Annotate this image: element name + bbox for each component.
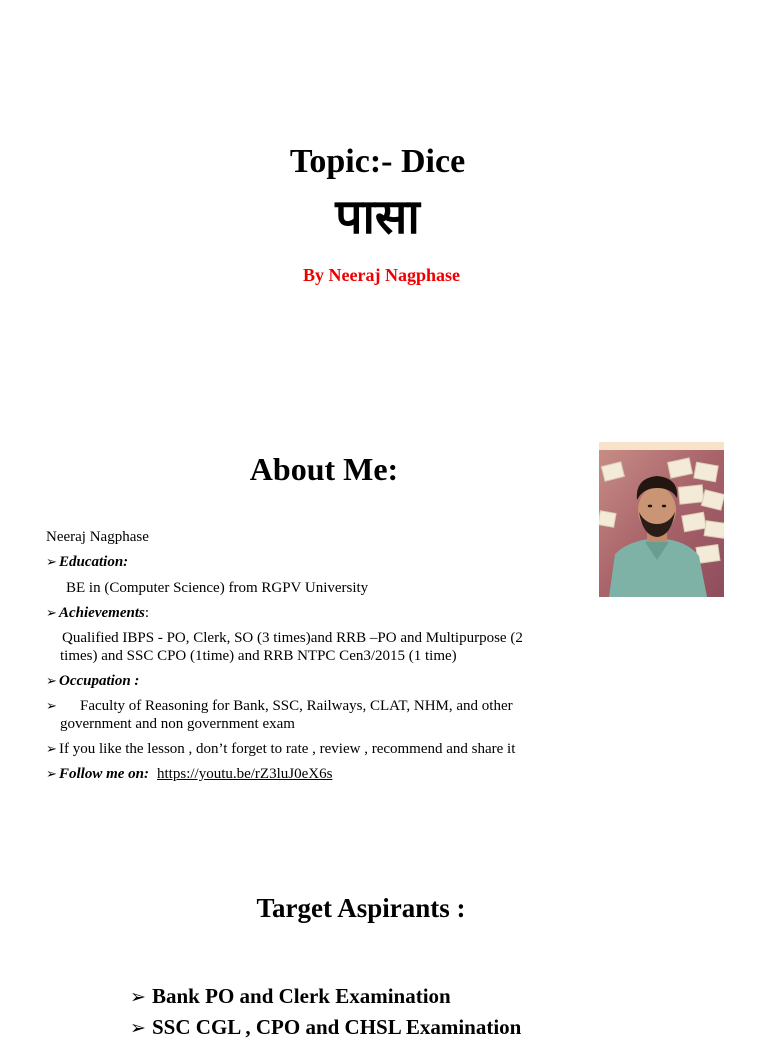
- author-byline: By Neeraj Nagphase: [303, 265, 460, 285]
- arrow-bullet-icon: ➢: [46, 742, 57, 757]
- arrow-bullet-icon: ➢: [130, 1017, 146, 1039]
- target-item-label: Bank PO and Clerk Examination: [152, 984, 451, 1008]
- author-photo: [599, 442, 724, 597]
- target-heading: Target Aspirants :: [256, 893, 466, 923]
- achievements-label: Achievements: [59, 605, 145, 621]
- arrow-bullet-icon: ➢: [130, 986, 146, 1008]
- achievements-line-1: Qualified IBPS - PO, Clerk, SO (3 times)and RRB –PO and Multipurpose (2: [62, 630, 523, 646]
- occupation-line-2: government and non government exam: [60, 716, 295, 732]
- author-name: Neeraj Nagphase: [46, 529, 149, 545]
- education-text: BE in (Computer Science) from RGPV University: [66, 580, 369, 596]
- arrow-bullet-icon: ➢: [46, 767, 57, 782]
- achievements-colon: :: [144, 605, 149, 621]
- target-item-label: SSC CGL , CPO and CHSL Examination: [152, 1015, 522, 1039]
- slide-hindi-title: पासा: [335, 189, 420, 245]
- youtube-link[interactable]: https://youtu.be/rZ3luJ0eX6s: [157, 766, 333, 782]
- arrow-bullet-icon: ➢: [46, 555, 57, 570]
- target-item: [130, 1013, 521, 1042]
- arrow-bullet-icon: ➢: [46, 674, 57, 689]
- education-row: [46, 553, 128, 572]
- achievements-line-2: times) and SSC CPO (1time) and RRB NTPC Cen3/2015 (1 time): [60, 648, 457, 664]
- arrow-bullet-icon: ➢: [46, 699, 57, 714]
- about-heading: About Me:: [249, 451, 399, 487]
- author-photo-illustration: [599, 442, 724, 597]
- education-label: Education:: [59, 554, 129, 570]
- request-text: If you like the lesson , don’t forget to rate , review , recommend and share it: [59, 741, 516, 757]
- slide-title: Topic:- Dice: [289, 143, 466, 180]
- occupation-row: [46, 672, 139, 691]
- achievements-row: [46, 604, 149, 623]
- occupation-label: Occupation :: [59, 673, 140, 689]
- follow-row: [46, 765, 332, 784]
- follow-label: Follow me on:: [59, 766, 150, 782]
- target-item: [130, 982, 451, 1011]
- arrow-bullet-icon: ➢: [46, 606, 57, 621]
- occupation-line-1-row: [46, 697, 513, 716]
- occupation-line-1: Faculty of Reasoning for Bank, SSC, Railways, CLAT, NHM, and other: [80, 698, 513, 714]
- request-row: [46, 740, 515, 759]
